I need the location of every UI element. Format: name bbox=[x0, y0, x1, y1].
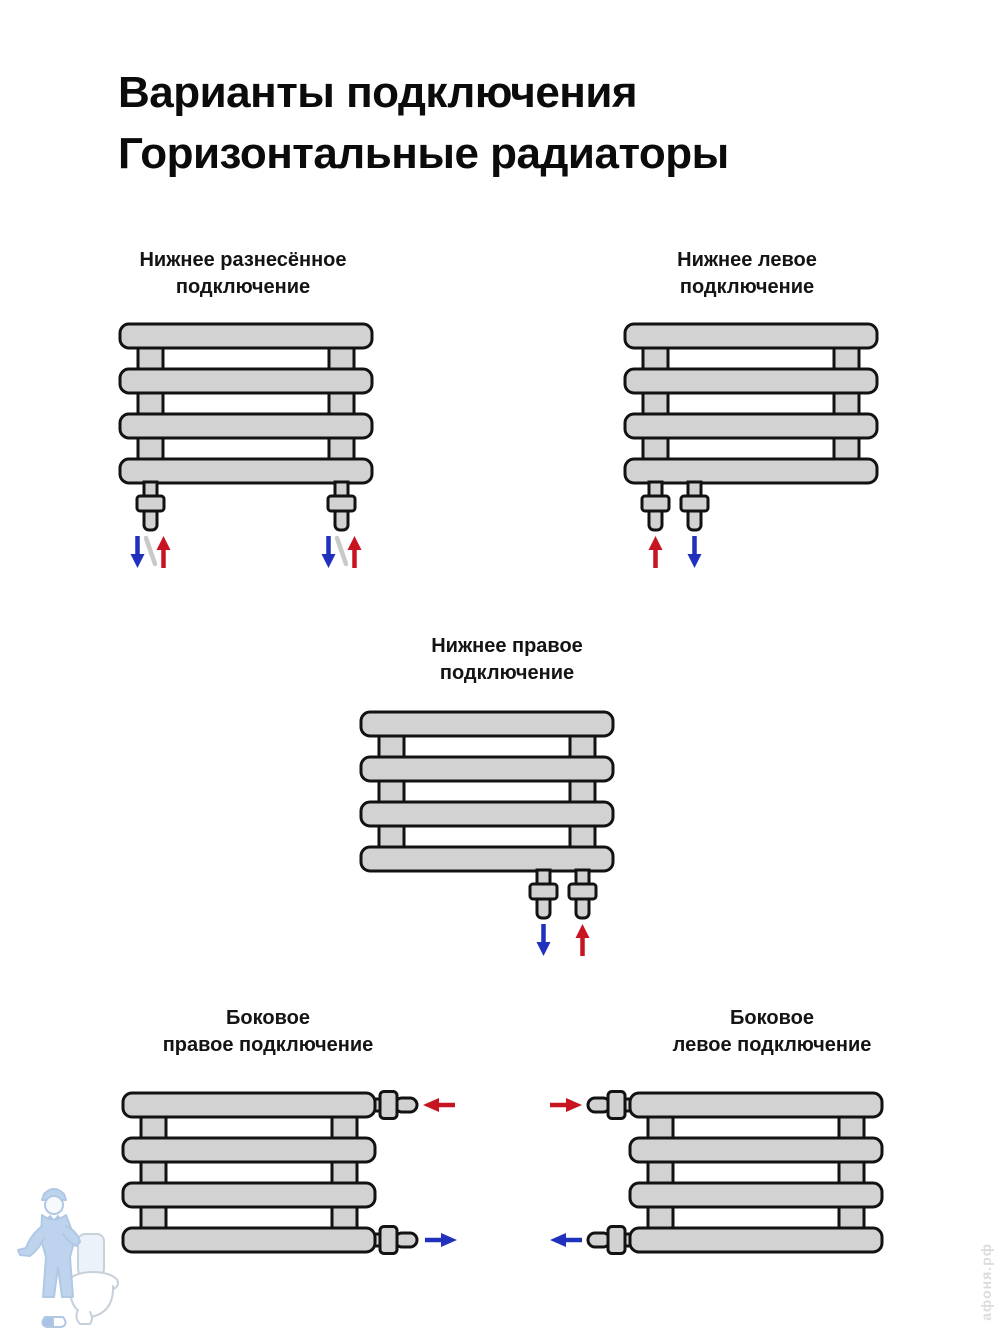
flow-down-arrow-icon bbox=[131, 554, 145, 568]
site-watermark-text: афоня.рф bbox=[978, 1243, 994, 1321]
label-line: правое подключение bbox=[162, 1034, 374, 1056]
radiator-bar bbox=[625, 414, 877, 438]
label-line: подключение bbox=[679, 276, 815, 298]
radiator-bar bbox=[630, 1228, 882, 1252]
radiator-bar bbox=[361, 757, 613, 781]
flow-up-arrow-icon bbox=[649, 536, 663, 550]
flow-up-arrow-icon bbox=[348, 536, 362, 550]
label-line: Боковое bbox=[226, 1007, 310, 1029]
radiator-diagram-bottom-spread bbox=[118, 322, 374, 574]
radiator-bar bbox=[123, 1183, 375, 1207]
radiator-bar bbox=[630, 1093, 882, 1117]
label-line: подключение bbox=[439, 662, 575, 684]
radiator-bar bbox=[361, 802, 613, 826]
flow-down-arrow-icon bbox=[537, 942, 551, 956]
valve-nut bbox=[608, 1092, 625, 1119]
radiator-bar bbox=[630, 1138, 882, 1162]
radiator-bar bbox=[361, 712, 613, 736]
radiator-bar bbox=[625, 369, 877, 393]
valve-nut bbox=[681, 496, 708, 511]
radiator-bar bbox=[630, 1183, 882, 1207]
valve-nut bbox=[642, 496, 669, 511]
label-line: подключение bbox=[175, 276, 311, 298]
diagram-label-bottom-spread bbox=[73, 247, 413, 301]
valve-nut bbox=[380, 1227, 397, 1254]
valve-nut bbox=[328, 496, 355, 511]
label-line: Нижнее левое bbox=[677, 249, 817, 271]
radiator-bar bbox=[361, 847, 613, 871]
radiator-bar bbox=[625, 459, 877, 483]
radiator-bar bbox=[120, 324, 372, 348]
radiator-bar bbox=[123, 1138, 375, 1162]
diagram-label-side-left bbox=[602, 1005, 942, 1059]
page-title-line2: Горизонтальные радиаторы bbox=[118, 129, 729, 178]
label-line: Нижнее разнесённое bbox=[139, 249, 347, 271]
radiator-bar bbox=[123, 1228, 375, 1252]
diagram-label-bottom-right bbox=[337, 633, 677, 687]
flow-left-arrow-icon bbox=[423, 1098, 439, 1112]
flow-down-arrow-icon bbox=[688, 554, 702, 568]
radiator-bar bbox=[625, 324, 877, 348]
diagram-label-side-right bbox=[98, 1005, 438, 1059]
radiator-bar bbox=[123, 1093, 375, 1117]
flow-right-arrow-icon bbox=[566, 1098, 582, 1112]
radiator-bar bbox=[120, 459, 372, 483]
radiator-diagram-bottom-left bbox=[623, 322, 879, 574]
flow-up-arrow-icon bbox=[576, 924, 590, 938]
diagram-label-bottom-left bbox=[577, 247, 917, 301]
flow-right-arrow-icon bbox=[441, 1233, 457, 1247]
label-line: Нижнее правое bbox=[431, 635, 583, 657]
radiator-diagram-side-right bbox=[121, 1087, 465, 1261]
radiator-diagram-bottom-right bbox=[359, 710, 615, 962]
flow-separator-slash-icon bbox=[337, 538, 346, 564]
label-line: левое подключение bbox=[672, 1034, 872, 1056]
flow-down-arrow-icon bbox=[322, 554, 336, 568]
page-title bbox=[118, 62, 729, 184]
radiator-bar bbox=[120, 414, 372, 438]
valve-nut bbox=[530, 884, 557, 899]
page-title-line1: Варианты подключения bbox=[118, 68, 638, 117]
valve-nut bbox=[608, 1227, 625, 1254]
label-line: Боковое bbox=[730, 1007, 814, 1029]
valve-nut bbox=[137, 496, 164, 511]
plumber-watermark-illustration bbox=[14, 1182, 134, 1332]
valve-nut bbox=[380, 1092, 397, 1119]
valve-nut bbox=[569, 884, 596, 899]
flow-separator-slash-icon bbox=[146, 538, 155, 564]
flow-up-arrow-icon bbox=[157, 536, 171, 550]
radiator-diagram-side-left bbox=[540, 1087, 884, 1261]
flow-left-arrow-icon bbox=[550, 1233, 566, 1247]
radiator-bar bbox=[120, 369, 372, 393]
